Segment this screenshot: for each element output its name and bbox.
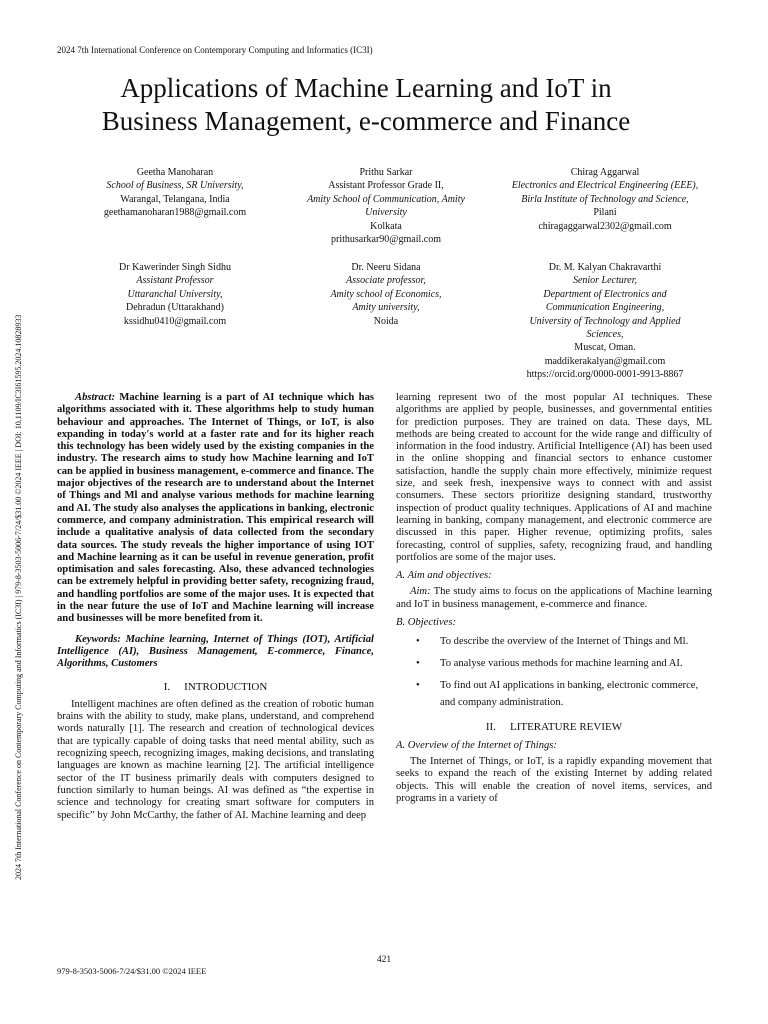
subheading-iot-overview: A. Overview of the Internet of Things: <box>396 739 557 751</box>
bullet: • <box>416 658 420 670</box>
side-banner: 2024 7th International Conference on Contemporary Computing and Informatics (IC3I) | 979-8-3503-5006-7/24/$31.00 ©2024 IEEE | DOI: 10.1109/IC3I61595.2024.10828933 <box>14 314 23 880</box>
author-affiliation: Department of Electronics and <box>543 288 667 300</box>
section-number: I. <box>163 680 171 693</box>
author-name: Geetha Manoharan <box>136 167 214 178</box>
right-column <box>396 392 712 805</box>
author-location: Muscat, Oman. <box>574 342 636 354</box>
title-line-2: Business Management, e-commerce and Finance <box>101 106 631 136</box>
author-affiliation: Amity school of Economics, <box>330 288 442 300</box>
objectives-list <box>396 633 712 711</box>
intro-paragraph: Intelligent machines are often defined as the creation of robotic human brains with the ability to study, make plans, understand, and comprehend words naturally [1]. The research and creation of technological devices that are typically capable of doing tasks that need mental ability, such as recognizing speech, recognizing images, making decisions, and translating languages are known as machine learning [2]. The artificial intelligence sector of the IT business primarily deals with computers designed to function similarly to human beings. AI was defined as “the expertise in science and technology for creating smart software for computers in specific” by John McCarthy, the father of AI. Machine learning and deep <box>57 698 374 821</box>
paper-title <box>40 72 692 138</box>
keywords: Keywords: Machine learning, Internet of Things (IOT), Artificial Intelligence (AI), Business Management, E-commerce, Finance, Algorithms, Customers <box>57 633 374 670</box>
author-email: maddikerakalyan@gmail.com <box>544 355 666 367</box>
author-location: Dehradun (Uttarakhand) <box>125 302 224 314</box>
list-item-text: To describe the overview of the Internet of Things and Ml. <box>440 636 689 648</box>
author-affiliation: School of Business, SR University, <box>106 180 244 192</box>
author-location: Noida <box>373 315 399 327</box>
author-affiliation: Amity university, <box>352 302 420 314</box>
list-item <box>396 677 712 711</box>
author-block <box>296 166 476 246</box>
author-name: Dr. Neeru Sidana <box>351 262 421 273</box>
abstract <box>57 392 374 626</box>
author-email: kssidhu0410@gmail.com <box>123 315 227 327</box>
section-heading-literature <box>396 721 712 733</box>
author-affiliation: Senior Lecturer, <box>572 275 638 287</box>
author-email: chiragaggarwal2302@gmail.com <box>538 220 672 232</box>
author-block <box>296 261 476 328</box>
body-paragraph: learning represent two of the most popular AI techniques. These algorithms are applied by people, businesses, and governmental entities for prediction purposes. They are trained on data. These days, ML methods are being created to account for the wide range and difficulty of information in the food industry. Artificial Intelligence (AI) has been used in the online shopping and financial sectors to enhance customer satisfaction, handle the supply chain more effectively, minimize request size, and seek fresh, inexpensive ways to connect with and assist consumers. These sectors prioritize designing standard, trustworthy inspection of product quality techniques. Applications of AI and machine learning in banking, company management, and electronic commerce are discussed in this paper. Higher revenue, optimizing profits, sales forecasting, control of supplies, safety, recognizing fraud, and handling portfolios are some of the major uses. <box>396 392 712 563</box>
author-name: Chirag Aggarwal <box>570 167 640 178</box>
author-block <box>75 261 275 328</box>
left-column <box>57 392 374 822</box>
author-affiliation: Amity School of Communication, Amity University <box>307 193 465 219</box>
subheading-aim: A. Aim and objectives: <box>396 570 492 582</box>
author-name: Dr Kawerinder Singh Sidhu <box>119 262 231 273</box>
list-item-text: To analyse various methods for machine learning and AI. <box>440 658 683 670</box>
aim-label: Aim: <box>410 586 431 598</box>
section-heading-introduction <box>57 681 374 693</box>
page-number: 421 <box>376 955 392 965</box>
abstract-text: Machine learning is a part of AI technique which has algorithms associated with it. These algorithms help to study human behaviour and approaches. The Internet of Things, or IoT, is also expanding in today's world at a faster rate and for its higher reach this technology has been widely used by the existing companies in the industry. The research aims to study how Machine learning and IoT can be applied in business management, e-commerce and finance. The major objectives of the research are to understand about the Internet of Things and Ml and analyse various methods for machine learning and AI. The study also analyses the applications in banking, electronic commerce, and company administration. This empirical research will include a qualitative analysis of data collected from the secondary data sources. The study reveals the higher importance of using IOT and Machine learning as it can be useful in revenue generation, profit optimisation and sales forecasting. Also, these advanced technologies can be extremely helpful in providing better safety, recognizing fraud, and handling portfolios are some of the major uses. It is expected that in the near future the use of IoT and Machine learning will increase and businesses will be more benefited from it. <box>57 392 374 625</box>
bullet: • <box>416 680 420 692</box>
list-item-text: To find out AI applications in banking, electronic commerce, and company administration. <box>440 680 699 709</box>
section-number: II. <box>485 721 496 734</box>
author-location: Warangal, Telangana, India <box>120 193 230 205</box>
author-name: Prithu Sarkar <box>359 167 413 178</box>
aim-paragraph <box>396 586 712 611</box>
list-item <box>396 633 712 650</box>
author-affiliation: Sciences, <box>586 329 624 341</box>
literature-paragraph: The Internet of Things, or IoT, is a rapidly expanding movement that seeks to expand the reach of the existing Internet by adding related objects. This will enable the creation of novel items, services, and programs in a variety of <box>396 755 712 804</box>
author-name: Dr. M. Kalyan Chakravarthi <box>548 262 662 273</box>
section-title: LITERATURE REVIEW <box>509 721 623 734</box>
author-email: prithusarkar90@gmail.com <box>330 234 441 246</box>
abstract-label: Abstract: <box>75 392 116 403</box>
author-block <box>75 166 275 220</box>
author-affiliation: Associate professor, <box>346 275 426 287</box>
author-affiliation: Assistant Professor <box>136 275 214 287</box>
author-orcid: https://orcid.org/0000-0001-9913-8867 <box>526 369 684 381</box>
author-affiliation: Electronics and Electrical Engineering (EEE), <box>511 180 699 192</box>
author-affiliation: Uttaranchal University, <box>127 288 223 300</box>
list-item <box>396 655 712 672</box>
author-affiliation: Communication Engineering, <box>545 302 665 314</box>
author-block <box>490 166 720 233</box>
author-location: Pilani <box>593 207 617 219</box>
author-location: Kolkata <box>370 220 402 232</box>
footer-copyright: 979-8-3503-5006-7/24/$31.00 ©2024 IEEE <box>57 966 207 976</box>
aim-text: The study aims to focus on the applications of Machine learning and IoT in business management, e-commerce and finance. <box>396 586 712 610</box>
section-title: INTRODUCTION <box>184 680 268 693</box>
bullet: • <box>416 636 420 648</box>
subheading-objectives: B. Objectives: <box>396 617 457 629</box>
author-affiliation: Birla Institute of Technology and Science, <box>521 193 689 205</box>
author-block <box>490 261 720 382</box>
author-role: Assistant Professor Grade II, <box>328 180 444 192</box>
author-email: geethamanoharan1988@gmail.com <box>103 207 247 219</box>
conference-header: 2024 7th International Conference on Contemporary Computing and Informatics (IC3I) <box>57 45 373 55</box>
title-line-1: Applications of Machine Learning and IoT in <box>120 73 612 103</box>
author-affiliation: University of Technology and Applied <box>529 315 681 327</box>
